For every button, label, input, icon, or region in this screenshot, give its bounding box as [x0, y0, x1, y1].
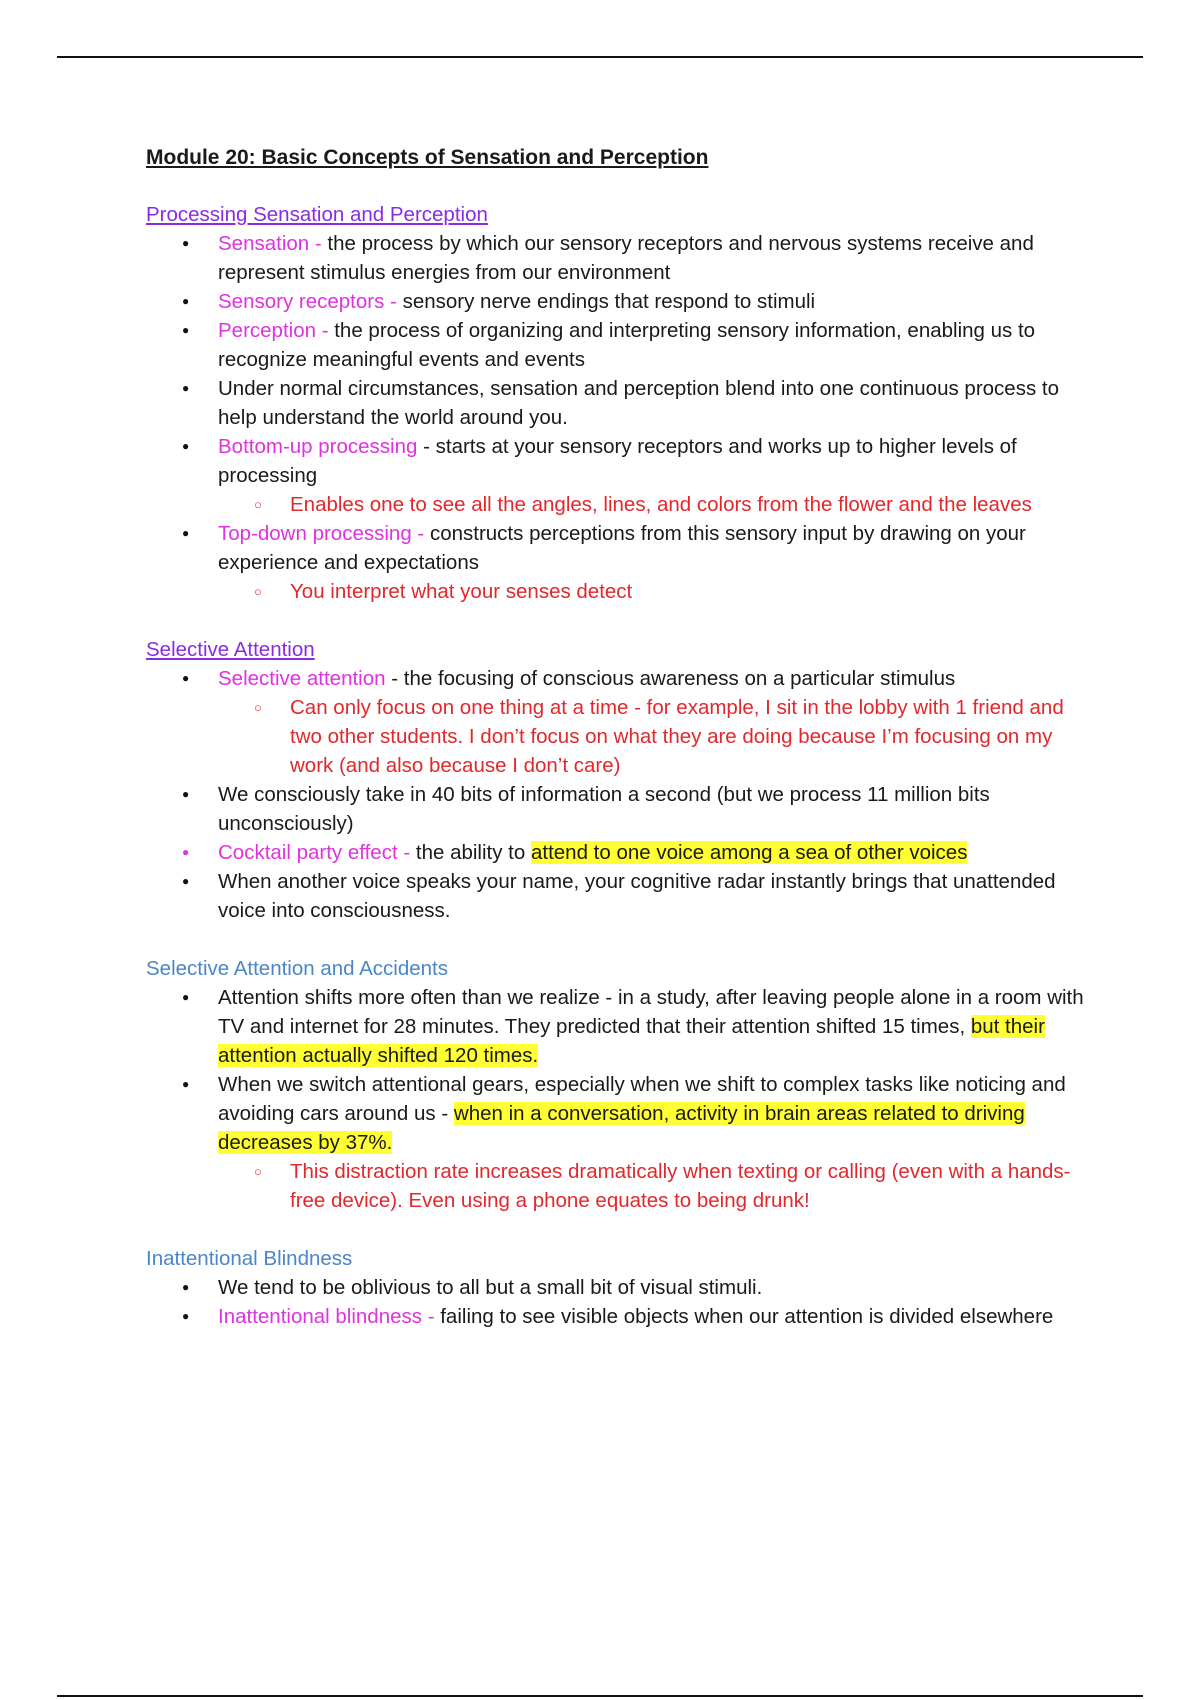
term-separator: -	[316, 319, 335, 342]
bullet-list	[146, 1273, 1096, 1331]
term: Inattentional blindness	[218, 1305, 423, 1328]
definition: Under normal circumstances, sensation and perception blend into one continuous process to help understand the world around you.	[218, 377, 1059, 429]
list-item	[146, 432, 1096, 519]
list-item	[146, 519, 1096, 606]
term: Sensation	[218, 232, 310, 255]
term-separator: -	[411, 522, 430, 545]
list-item	[146, 838, 1096, 867]
definition: We tend to be oblivious to all but a small bit of visual stimuli.	[218, 1276, 763, 1299]
term-separator: -	[384, 290, 403, 313]
sub-list-item: ○ Enables one to see all the angles, lines, and colors from the flower and the leaves	[218, 490, 1096, 519]
list-item	[146, 1302, 1096, 1331]
sub-list-item: ○ Can only focus on one thing at a time - for example, I sit in the lobby with 1 friend and two other students. I don’t focus on what they are doing because I’m focusing on my work (and also because I don’t care)	[218, 693, 1096, 780]
list-item	[146, 983, 1096, 1070]
bullet-list	[146, 229, 1096, 606]
list-item	[146, 374, 1096, 432]
sub-list	[218, 577, 1096, 606]
bullet-list	[146, 664, 1096, 925]
term-separator: -	[397, 841, 416, 864]
sub-list	[218, 1157, 1096, 1215]
definition: constructs perceptions from this sensory input by drawing on your experience and expectations	[218, 522, 1026, 574]
section-heading: Inattentional Blindness	[146, 1247, 353, 1270]
section-processing	[146, 200, 1096, 606]
definition: failing to see visible objects when our attention is divided elsewhere	[440, 1305, 1054, 1328]
highlighted-text: when in a conversation, activity in brain areas related to driving decreases by 37%.	[218, 1102, 1025, 1154]
term: Selective attention	[218, 667, 386, 690]
highlighted-text: attend to one voice among a sea of other voices	[530, 841, 968, 864]
definition: sensory nerve endings that respond to stimuli	[402, 290, 816, 313]
bullet-list	[146, 983, 1096, 1215]
bottom-rule	[57, 1695, 1143, 1697]
sub-list-item: ○ This distraction rate increases dramatically when texting or calling (even with a hands-free device). Even using a phone equates to being drunk!	[218, 1157, 1096, 1215]
top-rule	[57, 56, 1143, 58]
definition: We consciously take in 40 bits of information a second (but we process 11 million bits unconsciously)	[218, 783, 990, 835]
list-item	[146, 780, 1096, 838]
term: Cocktail party effect	[218, 841, 398, 864]
list-item	[146, 1070, 1096, 1215]
sub-list	[218, 490, 1096, 519]
sub-list	[218, 693, 1096, 780]
list-item	[146, 316, 1096, 374]
definition: the focusing of conscious awareness on a particular stimulus	[403, 667, 956, 690]
highlighted-text: but their attention actually shifted 120 times.	[218, 1015, 1045, 1067]
definition: the process by which our sensory receptors and nervous systems receive and represent stimulus energies from our environment	[218, 232, 1034, 284]
section-inattentional-blindness	[146, 1244, 1096, 1331]
term-separator: -	[422, 1305, 441, 1328]
section-heading: Selective Attention and Accidents	[146, 957, 449, 980]
page-title: Module 20: Basic Concepts of Sensation and Perception	[146, 146, 709, 169]
term: Bottom-up processing	[218, 435, 418, 458]
section-heading: Selective Attention	[146, 638, 315, 661]
definition: the process of organizing and interpreting sensory information, enabling us to recognize meaningful events and events	[218, 319, 1036, 371]
definition: starts at your sensory receptors and works up to higher levels of processing	[218, 435, 1017, 487]
list-item	[146, 664, 1096, 780]
list-item	[146, 1273, 1096, 1302]
document-body	[146, 143, 1096, 1360]
definition: When we switch attentional gears, especially when we shift to complex tasks like noticing and avoiding cars around us -	[218, 1073, 1066, 1125]
sub-list-item: ○ You interpret what your senses detect	[218, 577, 1096, 606]
list-item	[146, 229, 1096, 287]
term: Sensory receptors	[218, 290, 385, 313]
definition: the ability to	[415, 841, 531, 864]
term: Top-down processing	[218, 522, 412, 545]
term: Perception	[218, 319, 317, 342]
definition: Attention shifts more often than we realize - in a study, after leaving people alone in a room with TV and internet for 28 minutes. They predicted that their attention shifted 15 times,	[218, 986, 1084, 1038]
list-item	[146, 867, 1096, 925]
list-item	[146, 287, 1096, 316]
term-separator: -	[385, 667, 404, 690]
term-separator: -	[309, 232, 328, 255]
term-separator: -	[417, 435, 436, 458]
definition: When another voice speaks your name, your cognitive radar instantly brings that unattended voice into consciousness.	[218, 870, 1056, 922]
section-selective-attention	[146, 635, 1096, 925]
section-attention-accidents	[146, 954, 1096, 1215]
section-heading: Processing Sensation and Perception	[146, 203, 488, 226]
